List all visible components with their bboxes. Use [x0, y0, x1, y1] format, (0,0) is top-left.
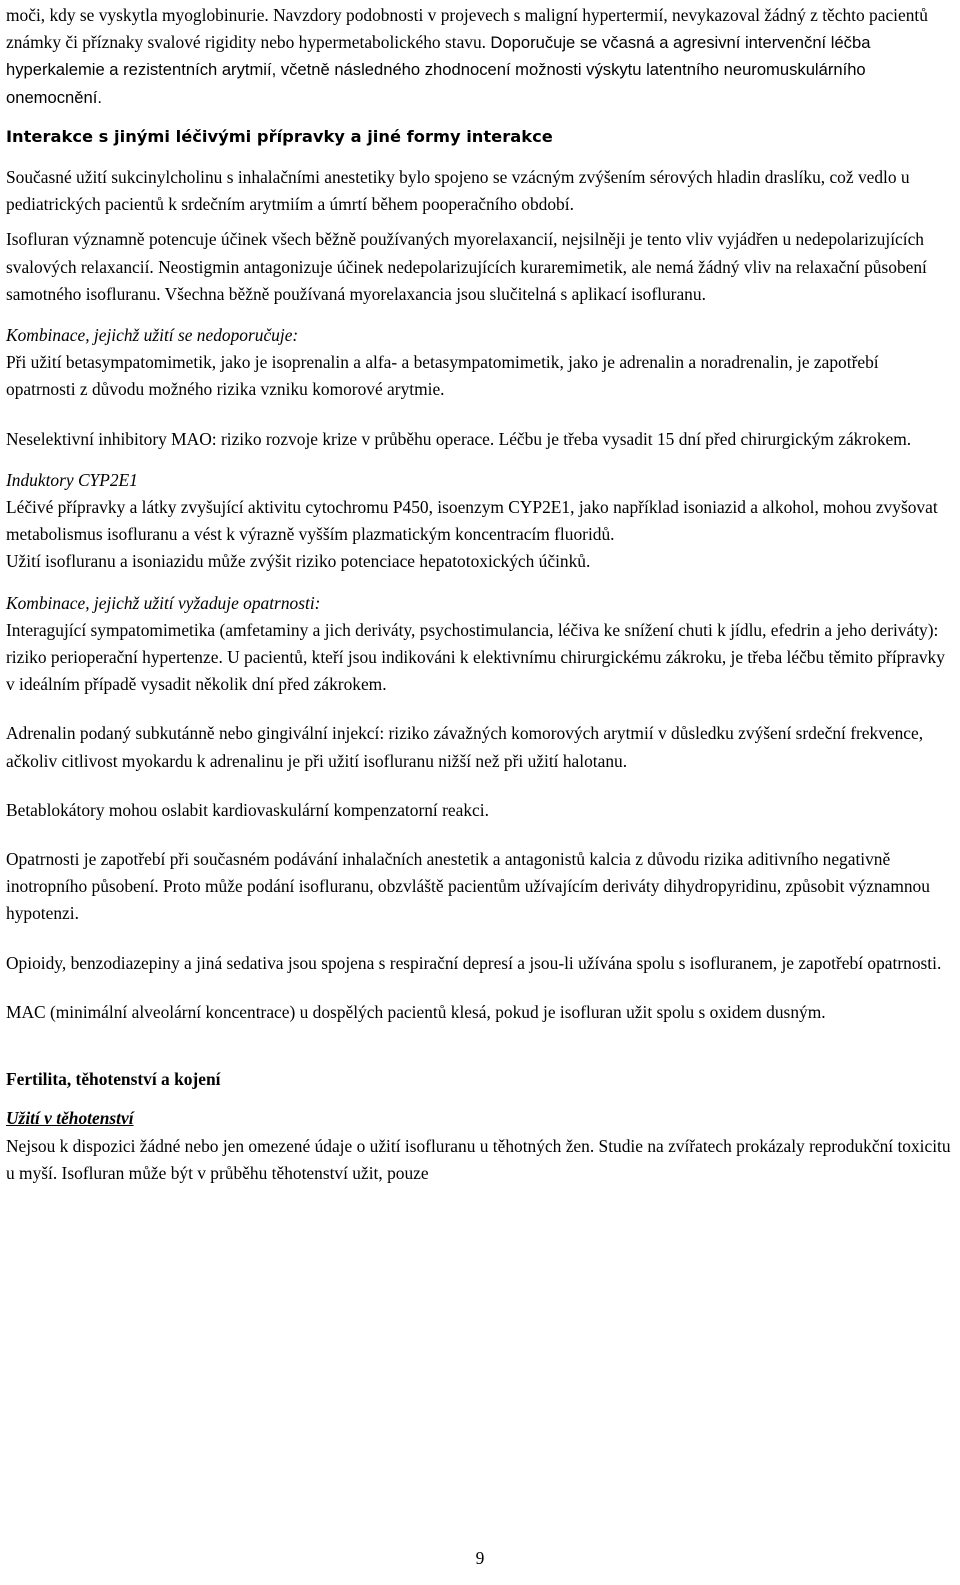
subheading-pregnancy: Užití v těhotenství [6, 1108, 134, 1129]
caution-paragraph-3: Betablokátory mohou oslabit kardiovaskulární kompenzatorní reakci. [6, 799, 489, 820]
caution-paragraph-1: Interagující sympatomimetika (amfetaminy a jich deriváty, psychostimulancia, léčiva ke snížení chuti k jídlu, efedrin a jeho deriváty): riziko perioperační hypertenze. U pacientů, kteří jsou indikováni k elektivnímu chirurgickému zákroku, je třeba léčbu těmito přípravky v ideálním případě vysadit několik dní před zákrokem. [6, 619, 945, 695]
subheading-not-recommended: Kombinace, jejichž užití se nedoporučuje: [6, 325, 299, 346]
caution-paragraph-2: Adrenalin podaný subkutánně nebo gingivální injekcí: riziko závažných komorových arytmií v důsledku zvýšení srdeční frekvence, ačkoliv citlivost myokardu k adrenalinu je při užití isofluranu nižší než při užití halotanu. [6, 723, 924, 771]
intro-text-sans: Doporučuje se včasná a agresivní intervenční léčba hyperkalemie a rezistentních arytmií, včetně následného zhodnocení možnosti výskytu latentního neuromuskulárního onemocnění. [6, 33, 871, 107]
caution-paragraph-4: Opatrnosti je zapotřebí při současném podávání inhalačních anestetik a antagonistů kalcia z důvodu rizika aditivního negativně inotropního působení. Proto může podání isofluranu, obzvláště pacientům užívajícím deriváty dihydropyridinu, způsobit významnou hypotenzi. [6, 849, 930, 924]
not-recommended-paragraph-1: Při užití betasympatomimetik, jako je isoprenalin a alfa- a betasympatomimetik, jako je adrenalin a noradrenalin, je zapotřebí opatrnosti z důvodu možného rizika vzniku komorové arytmie. [6, 352, 879, 400]
cyp2e1-paragraph-1: Léčivé přípravky a látky zvyšující aktivitu cytochromu P450, isoenzym CYP2E1, jako například isoniazid a alkohol, mohou zvyšovat metabolismus isofluranu a vést k výrazně vyšším plazmatickým koncentracím fluoridů. [6, 497, 938, 545]
document-page [6, 2, 952, 1187]
pregnancy-paragraph: Nejsou k dispozici žádné nebo jen omezené údaje o užití isofluranu u těhotných žen. Studie na zvířatech prokázaly reprodukční toxicitu u myší. Isofluran může být v průběhu těhotenství užit, pouze [6, 1135, 951, 1183]
page-number: 9 [475, 1548, 485, 1568]
interactions-paragraph-1: Současné užití sukcinylcholinu s inhalačními anestetiky bylo spojeno se vzácným zvýšením sérových hladin draslíku, což vedlo u pediatrických pacientů k srdečním arytmiím a úmrtí během pooperačního období. [6, 167, 910, 215]
subheading-caution: Kombinace, jejichž užití vyžaduje opatrnosti: [6, 592, 321, 613]
caution-paragraph-6: MAC (minimální alveolární koncentrace) u dospělých pacientů klesá, pokud je isofluran užit spolu s oxidem dusným. [6, 1001, 826, 1022]
interactions-paragraph-2: Isofluran významně potencuje účinek všech běžně používaných myorelaxancií, nejsilněji je tento vliv vyjádřen u nedepolarizujících svalových relaxancií. Neostigmin antagonizuje účinek nedepolarizujících kuraremimetik, ale nemá žádný vliv na relaxační působení samotného isofluranu. Všechna běžně používaná myorelaxancia jsou slučitelná s aplikací isofluranu. [6, 229, 927, 304]
section-heading-fertility: Fertilita, těhotenství a kojení [6, 1069, 221, 1090]
not-recommended-paragraph-2: Neselektivní inhibitory MAO: riziko rozvoje krize v průběhu operace. Léčbu je třeba vysadit 15 dní před chirurgickým zákrokem. [6, 428, 912, 449]
intro-paragraph [6, 2, 952, 111]
cyp2e1-paragraph-2: Užití isofluranu a isoniazidu může zvýšit riziko potenciace hepatotoxických účinků. [6, 551, 591, 572]
subheading-cyp2e1: Induktory CYP2E1 [6, 469, 138, 490]
intro-text-serif: moči, kdy se vyskytla myoglobinurie. Navzdory podobnosti v projevech s maligní hypertermií, nevykazoval žádný z těchto pacientů známky či příznaky svalové rigidity nebo hypermetabolického stavu. [6, 5, 928, 53]
section-heading-interactions: Interakce s jinými léčivými přípravky a jiné formy interakce [6, 126, 553, 146]
caution-paragraph-5: Opioidy, benzodiazepiny a jiná sedativa jsou spojena s respirační depresí a jsou-li užívána spolu s isofluranem, je zapotřebí opatrnosti. [6, 952, 942, 973]
